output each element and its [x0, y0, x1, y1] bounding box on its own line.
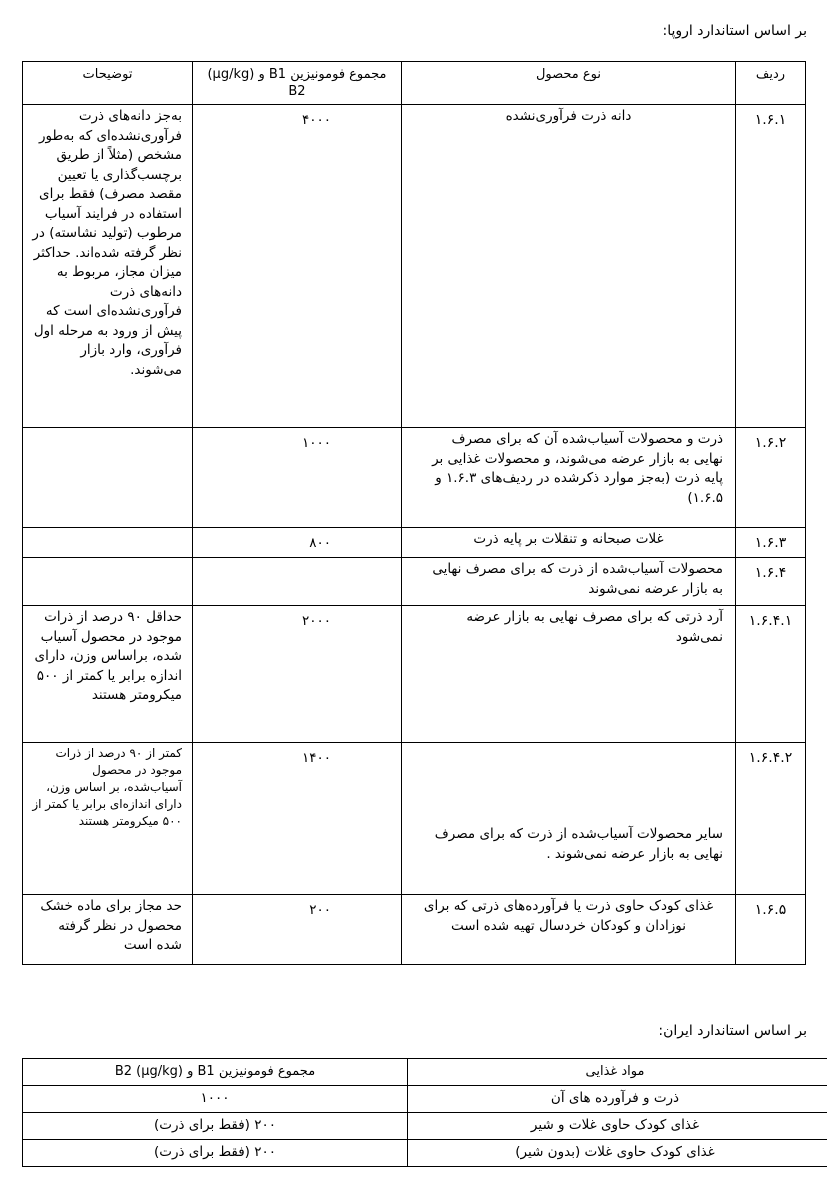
row-notes: حد مجاز برای ماده خشک محصول در نظر گرفته شده است — [23, 895, 193, 965]
row-value: ۲۰۰ (فقط برای ذرت) — [23, 1113, 408, 1140]
row-value: ۱۰۰۰ — [193, 428, 402, 528]
row-product: محصولات آسیاب‌شده از ذرت که برای مصرف نهایی به بازار عرضه نمی‌شوند — [402, 558, 736, 606]
header-notes: توضیحات — [23, 62, 193, 105]
row-product: آرد ذرتی که برای مصرف نهایی به بازار عرضه نمی‌شود — [402, 606, 736, 743]
table-row — [23, 606, 806, 743]
row-food: غذای کودک حاوی غلات و شیر — [408, 1113, 827, 1140]
header-fumonisin-total: مجموع فومونیزین B1 و B2 (µg/kg) — [23, 1059, 408, 1086]
table-row — [23, 428, 806, 528]
row-id: ۱.۶.۴.۱ — [736, 606, 806, 743]
row-value: ۱۴۰۰ — [193, 743, 402, 895]
row-notes — [23, 528, 193, 558]
header-product-type: نوع محصول — [402, 62, 736, 105]
row-id: ۱.۶.۴ — [736, 558, 806, 606]
row-notes: حداقل ۹۰ درصد از ذرات موجود در محصول آسیاب شده، براساس وزن، دارای اندازه برابر یا کمتر از ۵۰۰ میکرومتر هستند — [23, 606, 193, 743]
header-row-number: ردیف — [736, 62, 806, 105]
table-row — [23, 743, 806, 895]
row-notes: به‌جز دانه‌های ذرت فرآوری‌نشده‌ای که به‌طور مشخص (مثلاً از طریق برچسب‌گذاری یا تعیین مقصد مصرف) فقط برای استفاده در فرایند آسیاب مرطوب (تولید نشاسته) در نظر گرفته شده‌اند. حداکثر میزان مجاز، مربوط به دانه‌های ذرت فرآوری‌نشده‌ای است که پیش از ورود به مرحله اول فرآوری، وارد بازار می‌شوند. — [23, 105, 193, 428]
europe-standard-table — [22, 61, 806, 965]
row-value: ۴۰۰۰ — [193, 105, 402, 428]
row-product: دانه ذرت فرآوری‌نشده — [402, 105, 736, 428]
header-fumonisin-total: مجموع فومونیزین B1 و (µg/kg) B2 — [193, 62, 402, 105]
row-id: ۱.۶.۵ — [736, 895, 806, 965]
table-row — [23, 1140, 827, 1167]
row-product: غلات صبحانه و تنقلات بر پایه ذرت — [402, 528, 736, 558]
row-product: غذای کودک حاوی ذرت یا فرآورده‌های ذرتی که برای نوزادان و کودکان خردسال تهیه شده است — [402, 895, 736, 965]
row-id: ۱.۶.۱ — [736, 105, 806, 428]
row-value: ۲۰۰ (فقط برای ذرت) — [23, 1140, 408, 1167]
table-row — [23, 895, 806, 965]
table-row — [23, 1113, 827, 1140]
row-food: غذای کودک حاوی غلات (بدون شیر) — [408, 1140, 827, 1167]
table-row — [23, 558, 806, 606]
europe-heading: بر اساس استاندارد اروپا: — [662, 23, 807, 39]
iran-standard-table — [22, 1058, 827, 1167]
table-row — [23, 1086, 827, 1113]
row-value — [193, 558, 402, 606]
row-id: ۱.۶.۲ — [736, 428, 806, 528]
row-notes — [23, 558, 193, 606]
row-value: ۲۰۰ — [193, 895, 402, 965]
row-product: سایر محصولات آسیاب‌شده از ذرت که برای مصرف نهایی به بازار عرضه نمی‌شوند . — [402, 743, 736, 895]
table-header-row — [23, 62, 806, 105]
row-value: ۱۰۰۰ — [23, 1086, 408, 1113]
row-notes — [23, 428, 193, 528]
row-id: ۱.۶.۳ — [736, 528, 806, 558]
header-food: مواد غذایی — [408, 1059, 827, 1086]
row-value: ۸۰۰ — [193, 528, 402, 558]
row-food: ذرت و فرآورده های آن — [408, 1086, 827, 1113]
row-value: ۲۰۰۰ — [193, 606, 402, 743]
row-id: ۱.۶.۴.۲ — [736, 743, 806, 895]
iran-heading: بر اساس استاندارد ایران: — [658, 1023, 807, 1039]
table-row — [23, 105, 806, 428]
table-row — [23, 528, 806, 558]
row-product: ذرت و محصولات آسیاب‌شده آن که برای مصرف نهایی به بازار عرضه می‌شوند، و محصولات غذایی بر پایه ذرت (به‌جز موارد ذکرشده در ردیف‌های ۱.۶.۳ و ۱.۶.۵) — [402, 428, 736, 528]
table-header-row — [23, 1059, 827, 1086]
row-notes: کمتر از ۹۰ درصد از ذرات موجود در محصول آسیاب‌شده، بر اساس وزن، دارای اندازه‌ای برابر یا کمتر از ۵۰۰ میکرومتر هستند — [23, 743, 193, 895]
